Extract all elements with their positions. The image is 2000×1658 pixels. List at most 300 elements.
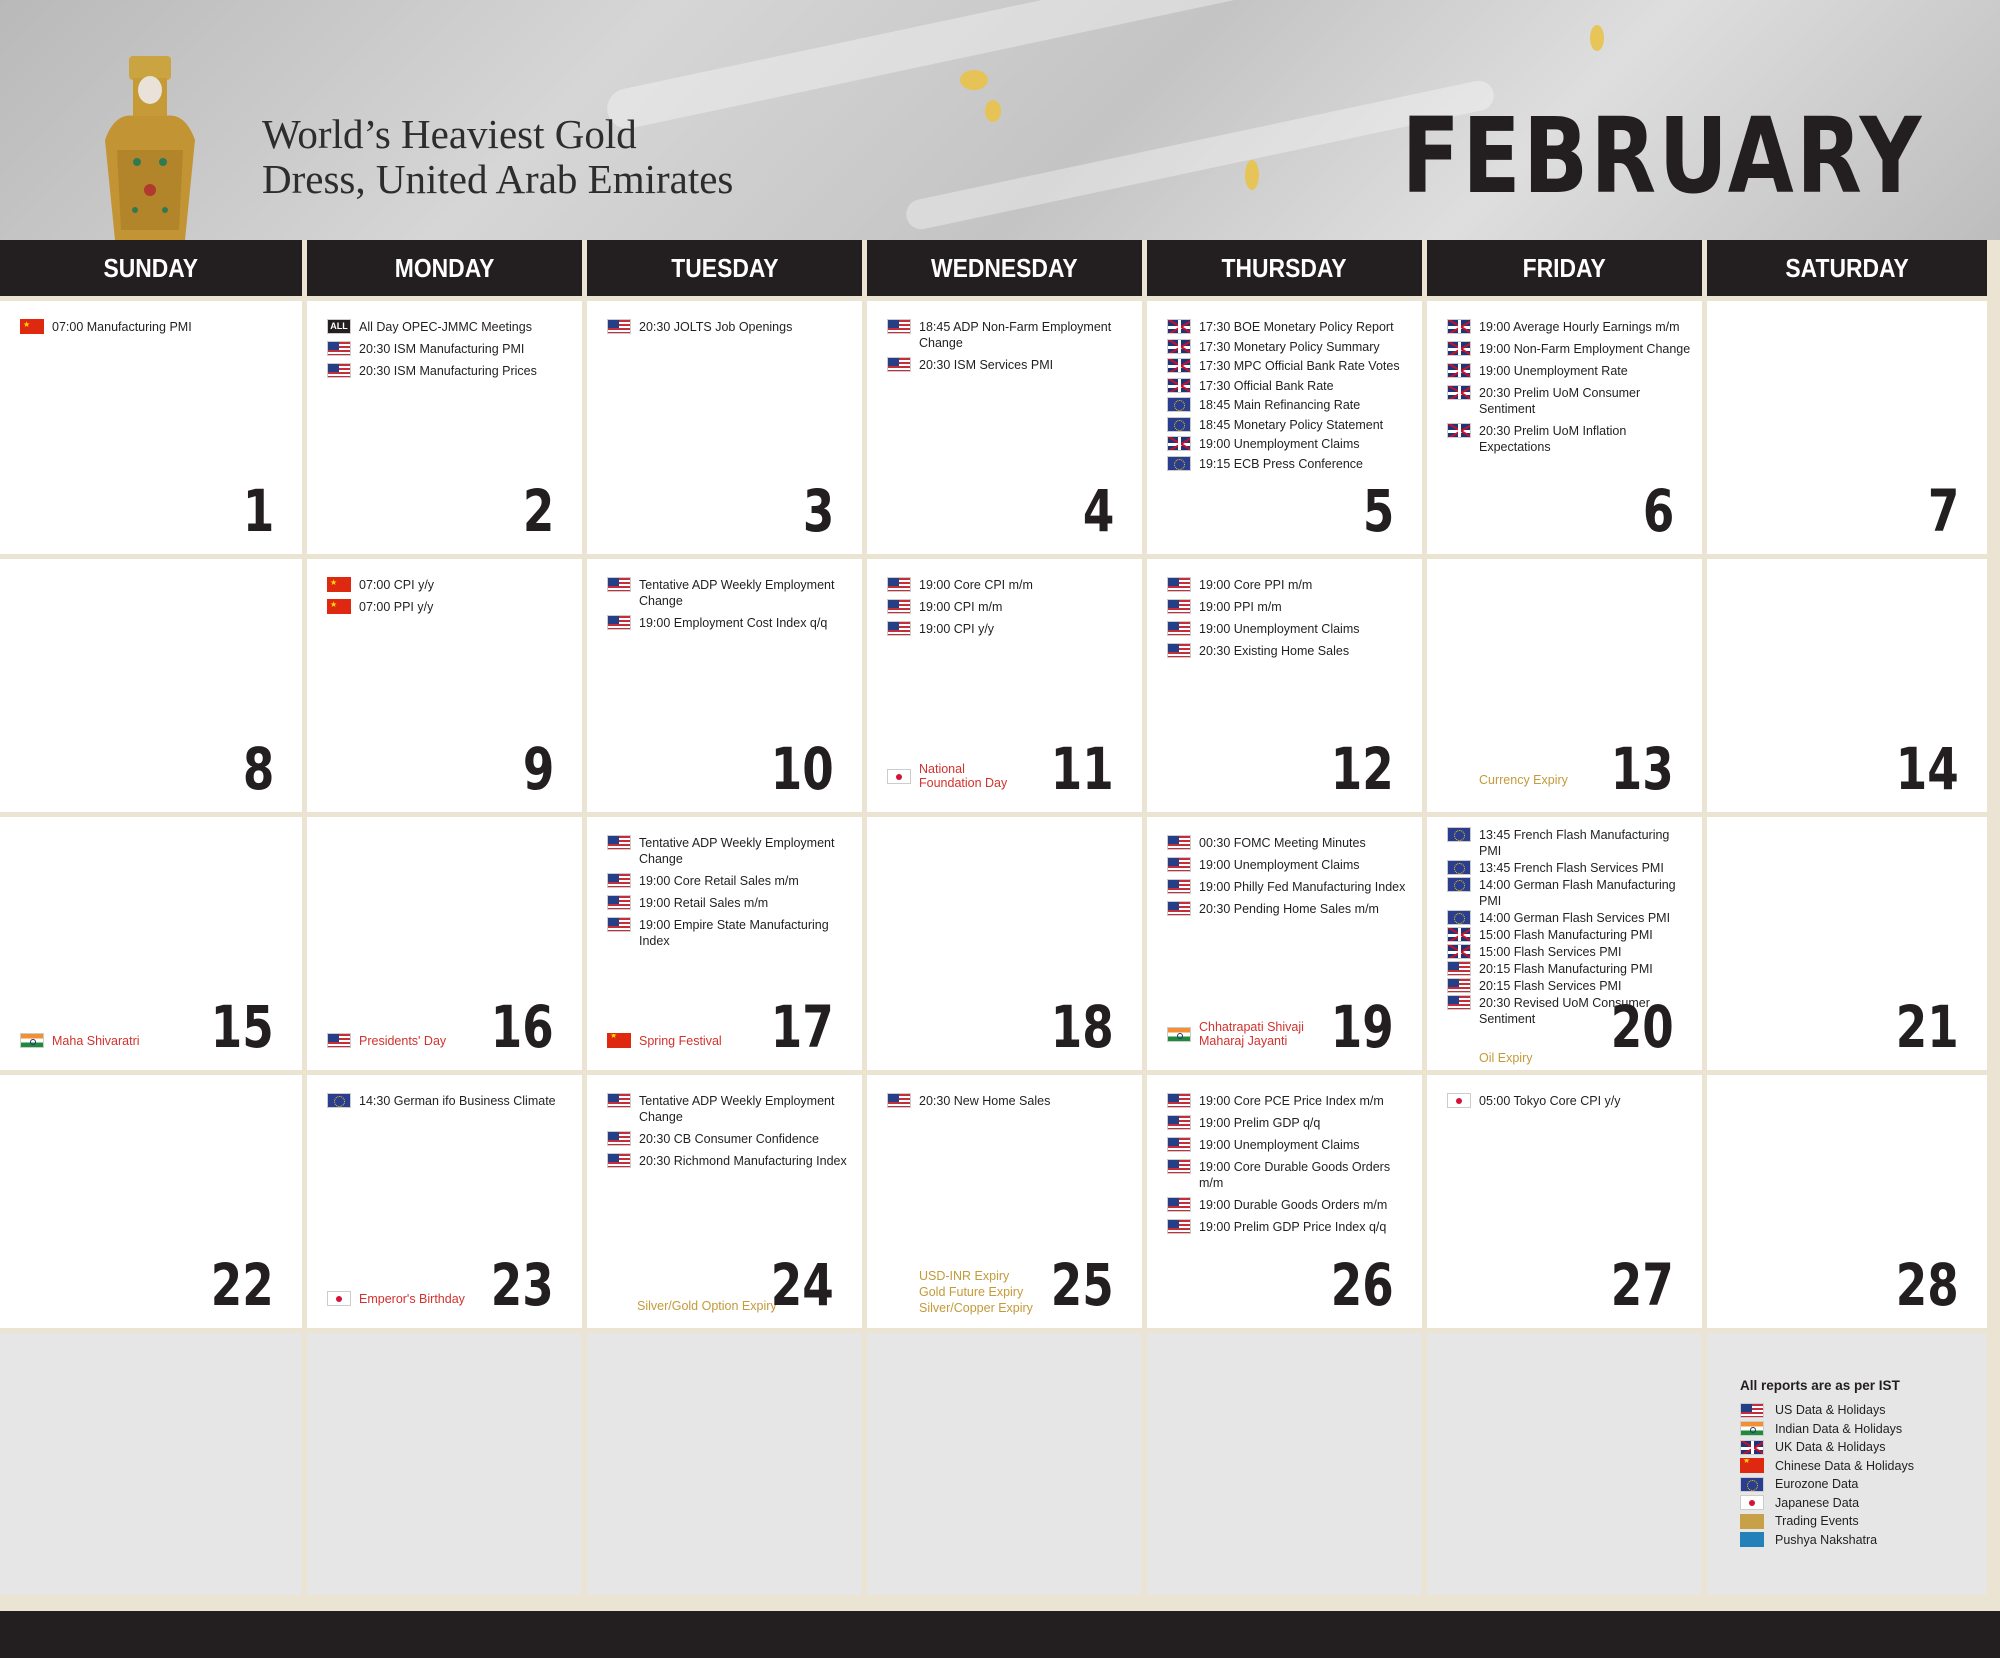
day-cell[interactable] — [587, 1075, 862, 1328]
holiday-text: Maha Shivaratri — [52, 1033, 140, 1048]
legend-item — [1740, 1494, 1990, 1513]
event-item — [1167, 643, 1414, 659]
eu-flag-icon — [1167, 456, 1191, 471]
day-cell[interactable] — [1707, 301, 1987, 554]
event-item — [1167, 436, 1414, 452]
us-flag-icon — [887, 599, 911, 614]
day-header — [0, 240, 302, 296]
uk-flag-icon — [1447, 423, 1471, 438]
event-item — [1167, 599, 1414, 615]
day-cell[interactable] — [1707, 559, 1987, 812]
event-item — [887, 319, 1134, 351]
day-cell[interactable] — [587, 817, 862, 1070]
us-flag-icon — [1167, 643, 1191, 658]
event-item — [327, 341, 574, 357]
us-flag-icon — [1167, 1093, 1191, 1108]
event-text: 19:00 Prelim GDP Price Index q/q — [1199, 1220, 1387, 1234]
us-flag-icon — [607, 1093, 631, 1108]
us-flag-icon — [1447, 995, 1471, 1010]
us-flag-icon — [887, 1093, 911, 1108]
event-text: 20:15 Flash Manufacturing PMI — [1479, 962, 1653, 976]
event-text: 19:00 Empire State Manufacturing Index — [639, 918, 829, 948]
us-flag-icon — [1740, 1403, 1764, 1418]
event-list — [1167, 577, 1414, 665]
event-text: 19:00 Unemployment Claims — [1199, 437, 1360, 451]
legend-title: All reports are as per IST — [1740, 1378, 1900, 1393]
day-header-label: SATURDAY — [1785, 252, 1909, 283]
header-title — [262, 112, 733, 202]
event-item — [607, 1093, 854, 1125]
us-flag-icon — [607, 577, 631, 592]
event-text: 19:00 Core Durable Goods Orders m/m — [1199, 1160, 1391, 1190]
empty-cell — [307, 1333, 582, 1595]
date-number: 24 — [771, 1251, 834, 1319]
event-list — [1447, 319, 1694, 461]
event-item — [1167, 1197, 1414, 1213]
event-item — [1167, 397, 1414, 413]
date-number: 4 — [1082, 477, 1114, 545]
event-item — [1447, 927, 1694, 943]
event-text: 20:30 ISM Manufacturing PMI — [359, 342, 525, 356]
day-cell[interactable] — [307, 559, 582, 812]
date-number: 5 — [1362, 477, 1394, 545]
us-flag-icon — [327, 341, 351, 356]
event-text: 20:30 Pending Home Sales m/m — [1199, 902, 1379, 916]
event-text: 20:30 JOLTS Job Openings — [639, 320, 793, 334]
event-text: 19:00 Non-Farm Employment Change — [1479, 342, 1691, 356]
event-item — [887, 621, 1134, 637]
event-item — [1167, 378, 1414, 394]
title-line-2: Dress, United Arab Emirates — [262, 156, 734, 202]
jp-flag-icon — [1740, 1495, 1764, 1510]
event-list — [327, 319, 574, 385]
us-flag-icon — [607, 1153, 631, 1168]
cn-flag-icon — [20, 319, 44, 334]
event-text: 07:00 Manufacturing PMI — [52, 320, 192, 334]
event-text: 19:00 CPI m/m — [919, 600, 1003, 614]
event-text: All Day OPEC-JMMC Meetings — [359, 320, 532, 334]
event-list — [607, 577, 854, 637]
event-item — [1167, 879, 1414, 895]
date-number: 11 — [1051, 735, 1114, 803]
day-cell[interactable] — [1707, 1075, 1987, 1328]
day-cell[interactable] — [307, 1075, 582, 1328]
day-cell[interactable] — [1707, 817, 1987, 1070]
event-text: 20:30 Prelim UoM Consumer Sentiment — [1479, 386, 1641, 416]
event-text: 19:00 Employment Cost Index q/q — [639, 616, 828, 630]
empty-cell — [1427, 1333, 1702, 1595]
event-item — [1447, 910, 1694, 926]
date-number: 14 — [1896, 735, 1959, 803]
trading-event-text: Silver/Gold Option Expiry — [637, 1299, 777, 1313]
day-cell[interactable] — [0, 301, 302, 554]
event-item — [1447, 877, 1694, 909]
event-item — [607, 319, 854, 335]
day-header-label: TUESDAY — [670, 252, 779, 283]
empty-cell — [587, 1333, 862, 1595]
us-flag-icon — [1167, 599, 1191, 614]
event-text: 19:00 Core PPI m/m — [1199, 578, 1313, 592]
event-item — [887, 577, 1134, 593]
empty-cell — [1147, 1333, 1422, 1595]
event-item — [1167, 1159, 1414, 1191]
event-text: 19:00 CPI y/y — [919, 622, 995, 636]
footer-bar — [0, 1611, 2000, 1658]
us-flag-icon — [607, 319, 631, 334]
us-flag-icon — [607, 615, 631, 630]
holiday-label — [607, 1033, 722, 1048]
event-list — [327, 1093, 574, 1115]
day-cell[interactable] — [1427, 817, 1702, 1070]
date-number: 3 — [802, 477, 834, 545]
title-line-1: World’s Heaviest Gold — [262, 111, 637, 157]
us-flag-icon — [1167, 901, 1191, 916]
eu-flag-icon — [1740, 1477, 1764, 1492]
uk-flag-icon — [1447, 341, 1471, 356]
us-flag-icon — [887, 319, 911, 334]
us-flag-icon — [1167, 1115, 1191, 1130]
day-cell[interactable] — [587, 301, 862, 554]
event-item — [1447, 1093, 1694, 1109]
event-text: 19:00 Unemployment Claims — [1199, 858, 1360, 872]
legend-item — [1740, 1401, 1990, 1420]
event-item — [327, 319, 574, 335]
event-item — [1167, 857, 1414, 873]
legend-label: Chinese Data & Holidays — [1775, 1458, 1914, 1473]
event-text: 19:00 Retail Sales m/m — [639, 896, 769, 910]
event-list — [1167, 319, 1414, 475]
event-list — [327, 577, 574, 621]
event-item — [327, 599, 574, 615]
in-flag-icon — [1740, 1421, 1764, 1436]
event-item — [607, 917, 854, 949]
day-cell[interactable] — [1147, 301, 1422, 554]
blue-swatch-icon — [1740, 1532, 1764, 1547]
legend-item — [1740, 1438, 1990, 1457]
us-flag-icon — [607, 1131, 631, 1146]
event-item — [1167, 1137, 1414, 1153]
us-flag-icon — [1167, 1137, 1191, 1152]
day-header — [587, 240, 862, 296]
event-item — [607, 577, 854, 609]
event-item — [1447, 860, 1694, 876]
event-item — [1167, 577, 1414, 593]
eu-flag-icon — [1447, 877, 1471, 892]
eu-flag-icon — [1167, 397, 1191, 412]
event-text: 15:00 Flash Services PMI — [1479, 945, 1622, 959]
holiday-label — [327, 1033, 446, 1048]
legend-item — [1740, 1457, 1990, 1476]
event-text: 00:30 FOMC Meeting Minutes — [1199, 836, 1366, 850]
event-text: 07:00 CPI y/y — [359, 578, 435, 592]
event-list — [1167, 1093, 1414, 1241]
event-text: 19:00 Prelim GDP q/q — [1199, 1116, 1321, 1130]
event-list — [1167, 835, 1414, 923]
event-item — [20, 319, 294, 335]
us-flag-icon — [1167, 835, 1191, 850]
event-text: 20:30 Existing Home Sales — [1199, 644, 1350, 658]
legend-label: Eurozone Data — [1775, 1477, 1859, 1492]
gold-fleck — [960, 70, 988, 90]
event-text: 19:00 Philly Fed Manufacturing Index — [1199, 880, 1406, 894]
holiday-text: Chhatrapati Shivaji Maharaj Jayanti — [1199, 1020, 1304, 1048]
event-text: 20:15 Flash Services PMI — [1479, 979, 1622, 993]
in-flag-icon — [20, 1033, 44, 1048]
date-number: 28 — [1896, 1251, 1959, 1319]
trading-events — [637, 1298, 777, 1314]
date-number: 8 — [242, 735, 274, 803]
date-number: 21 — [1896, 993, 1959, 1061]
uk-flag-icon — [1740, 1440, 1764, 1455]
day-cell[interactable] — [1427, 301, 1702, 554]
event-item — [607, 1153, 854, 1169]
holiday-label — [1167, 1020, 1309, 1048]
eu-flag-icon — [1447, 910, 1471, 925]
date-number: 1 — [242, 477, 274, 545]
event-item — [1447, 385, 1694, 417]
legend-item — [1740, 1475, 1990, 1494]
day-cell[interactable] — [307, 301, 582, 554]
month-title: FEBRUARY — [1401, 95, 1924, 217]
trading-event-text: Silver/Copper Expiry — [919, 1301, 1033, 1315]
date-number: 17 — [771, 993, 834, 1061]
event-text: 20:30 Revised UoM Consumer Sentiment — [1479, 996, 1650, 1026]
date-number: 6 — [1642, 477, 1674, 545]
cn-flag-icon — [327, 577, 351, 592]
day-cell[interactable] — [1427, 1075, 1702, 1328]
event-text: 19:00 PPI m/m — [1199, 600, 1282, 614]
legend-label: Japanese Data — [1775, 1495, 1860, 1510]
day-cell[interactable] — [1147, 817, 1422, 1070]
event-text: 20:30 New Home Sales — [919, 1094, 1051, 1108]
cn-flag-icon — [1740, 1458, 1764, 1473]
event-item — [327, 1093, 574, 1109]
day-cell[interactable] — [1147, 1075, 1422, 1328]
event-list — [887, 319, 1134, 379]
legend-label: Indian Data & Holidays — [1775, 1421, 1903, 1436]
us-flag-icon — [887, 357, 911, 372]
gold-dress-image — [95, 50, 205, 240]
event-text: 20:30 ISM Services PMI — [919, 358, 1054, 372]
date-number: 20 — [1611, 993, 1674, 1061]
uk-flag-icon — [1167, 319, 1191, 334]
holiday-label — [327, 1291, 465, 1306]
day-cell[interactable] — [867, 301, 1142, 554]
event-item — [1167, 319, 1414, 335]
uk-flag-icon — [1167, 358, 1191, 373]
event-text: 17:30 Official Bank Rate — [1199, 378, 1334, 393]
event-item — [1167, 621, 1414, 637]
event-list — [887, 1093, 1134, 1115]
day-cell[interactable] — [307, 817, 582, 1070]
day-header-label: SUNDAY — [103, 252, 199, 283]
date-number: 23 — [491, 1251, 554, 1319]
event-text: 18:45 Main Refinancing Rate — [1199, 398, 1361, 412]
date-number: 16 — [491, 993, 554, 1061]
event-item — [887, 357, 1134, 373]
event-text: 19:00 Average Hourly Earnings m/m — [1479, 320, 1680, 334]
empty-cell — [867, 1333, 1142, 1595]
calendar-grid — [0, 240, 2000, 1595]
uk-flag-icon — [1167, 378, 1191, 393]
date-number: 9 — [522, 735, 554, 803]
eu-flag-icon — [327, 1093, 351, 1108]
day-cell[interactable] — [0, 817, 302, 1070]
event-item — [327, 577, 574, 593]
event-text: 19:00 Durable Goods Orders m/m — [1199, 1198, 1388, 1212]
event-item — [1167, 1115, 1414, 1131]
holiday-text: Spring Festival — [639, 1033, 722, 1048]
us-flag-icon — [1447, 961, 1471, 976]
date-number: 15 — [211, 993, 274, 1061]
event-text: Tentative ADP Weekly Employment Change — [639, 836, 835, 866]
us-flag-icon — [887, 577, 911, 592]
event-item — [1447, 961, 1694, 977]
day-cell[interactable] — [0, 559, 302, 812]
trading-event-text: USD-INR Expiry — [919, 1269, 1010, 1283]
event-item — [1167, 1219, 1414, 1235]
us-flag-icon — [1167, 621, 1191, 636]
day-header-label: WEDNESDAY — [931, 252, 1078, 283]
event-text: 13:45 French Flash Services PMI — [1479, 861, 1664, 875]
gold-fleck — [1245, 160, 1259, 190]
eu-flag-icon — [1447, 860, 1471, 875]
event-list — [20, 319, 294, 341]
jp-flag-icon — [887, 769, 911, 784]
eu-flag-icon — [1447, 827, 1471, 842]
us-flag-icon — [1167, 1159, 1191, 1174]
holiday-text: Presidents' Day — [359, 1033, 447, 1048]
us-flag-icon — [1167, 857, 1191, 872]
legend-item — [1740, 1531, 1990, 1550]
event-text: 20:30 ISM Manufacturing Prices — [359, 364, 537, 378]
trading-events — [1479, 772, 1568, 788]
day-header — [307, 240, 582, 296]
event-text: 18:45 ADP Non-Farm Employment Change — [919, 320, 1112, 350]
event-text: 17:30 Monetary Policy Summary — [1199, 339, 1380, 354]
eu-flag-icon — [1167, 417, 1191, 432]
event-text: 19:00 Core Retail Sales m/m — [639, 874, 799, 888]
event-item — [607, 835, 854, 867]
legend-label: Pushya Nakshatra — [1775, 1532, 1878, 1547]
event-text: 05:00 Tokyo Core CPI y/y — [1479, 1094, 1621, 1108]
day-cell[interactable] — [1427, 559, 1702, 812]
date-number: 18 — [1051, 993, 1114, 1061]
event-text: 15:00 Flash Manufacturing PMI — [1479, 928, 1653, 942]
event-item — [607, 873, 854, 889]
event-text: 19:00 Core PCE Price Index m/m — [1199, 1094, 1384, 1108]
day-header-label: FRIDAY — [1522, 252, 1607, 283]
gold-fleck — [1590, 25, 1604, 51]
cn-flag-icon — [607, 1033, 631, 1048]
us-flag-icon — [607, 873, 631, 888]
holiday-label — [887, 762, 1029, 790]
date-number: 13 — [1611, 735, 1674, 803]
event-item — [1447, 423, 1694, 455]
day-header — [1147, 240, 1422, 296]
event-text: 13:45 French Flash Manufacturing PMI — [1479, 828, 1670, 858]
event-item — [887, 599, 1134, 615]
day-cell[interactable] — [1147, 559, 1422, 812]
event-item — [887, 1093, 1134, 1109]
legend-label: UK Data & Holidays — [1775, 1440, 1886, 1455]
event-list — [1447, 1093, 1694, 1115]
holiday-text: Emperor's Birthday — [359, 1291, 465, 1306]
legend-item — [1740, 1512, 1990, 1531]
event-text: 17:30 BOE Monetary Policy Report — [1199, 320, 1394, 334]
event-text: 14:00 German Flash Manufacturing PMI — [1479, 878, 1676, 908]
trading-event-text: Gold Future Expiry — [919, 1285, 1024, 1299]
holiday-label — [20, 1033, 140, 1048]
event-item — [607, 615, 854, 631]
event-item — [1447, 341, 1694, 357]
uk-flag-icon — [1447, 944, 1471, 959]
date-number: 2 — [522, 477, 554, 545]
event-item — [1167, 358, 1414, 374]
holiday-text: National Foundation Day — [919, 762, 1008, 790]
us-flag-icon — [607, 895, 631, 910]
empty-cell — [0, 1333, 302, 1595]
day-cell[interactable] — [0, 1075, 302, 1328]
event-list — [607, 1093, 854, 1175]
uk-flag-icon — [1447, 319, 1471, 334]
event-text: Tentative ADP Weekly Employment Change — [639, 578, 835, 608]
gold-fleck — [985, 100, 1001, 122]
event-text: Tentative ADP Weekly Employment Change — [639, 1094, 835, 1124]
date-number: 12 — [1331, 735, 1394, 803]
event-text: 18:45 Monetary Policy Statement — [1199, 417, 1384, 432]
legend-label: Trading Events — [1775, 1514, 1859, 1529]
trading-event-text: Currency Expiry — [1479, 773, 1568, 787]
day-cell[interactable] — [867, 1075, 1142, 1328]
event-list — [607, 835, 854, 955]
event-text: 20:30 Prelim UoM Inflation Expectations — [1479, 424, 1627, 454]
event-text: 19:00 Core CPI m/m — [919, 578, 1033, 592]
event-item — [607, 1131, 854, 1147]
trading-events — [919, 1268, 1033, 1316]
trading-events — [1479, 1050, 1532, 1066]
event-item — [1447, 827, 1694, 859]
day-cell[interactable] — [587, 559, 862, 812]
us-flag-icon — [327, 1033, 351, 1048]
event-list — [887, 577, 1134, 643]
day-cell[interactable] — [867, 817, 1142, 1070]
legend-item — [1740, 1420, 1990, 1439]
event-item — [1167, 1093, 1414, 1109]
day-header — [1427, 240, 1702, 296]
event-text: 20:30 Richmond Manufacturing Index — [639, 1154, 847, 1168]
day-cell[interactable] — [867, 559, 1142, 812]
event-text: 20:30 CB Consumer Confidence — [639, 1132, 819, 1146]
us-flag-icon — [1167, 879, 1191, 894]
in-flag-icon — [1167, 1027, 1191, 1042]
uk-flag-icon — [1167, 339, 1191, 354]
day-header — [1707, 240, 1987, 296]
date-number: 10 — [771, 735, 834, 803]
us-flag-icon — [327, 363, 351, 378]
uk-flag-icon — [1447, 927, 1471, 942]
event-item — [1447, 363, 1694, 379]
event-text: 19:00 Unemployment Rate — [1479, 364, 1628, 378]
event-item — [1167, 417, 1414, 433]
us-flag-icon — [1167, 577, 1191, 592]
event-item — [1167, 456, 1414, 472]
jp-flag-icon — [1447, 1093, 1471, 1108]
event-text: 07:00 PPI y/y — [359, 600, 434, 614]
event-text: 14:00 German Flash Services PMI — [1479, 911, 1671, 925]
date-number: 7 — [1927, 477, 1959, 545]
event-text: 14:30 German ifo Business Climate — [359, 1094, 556, 1108]
